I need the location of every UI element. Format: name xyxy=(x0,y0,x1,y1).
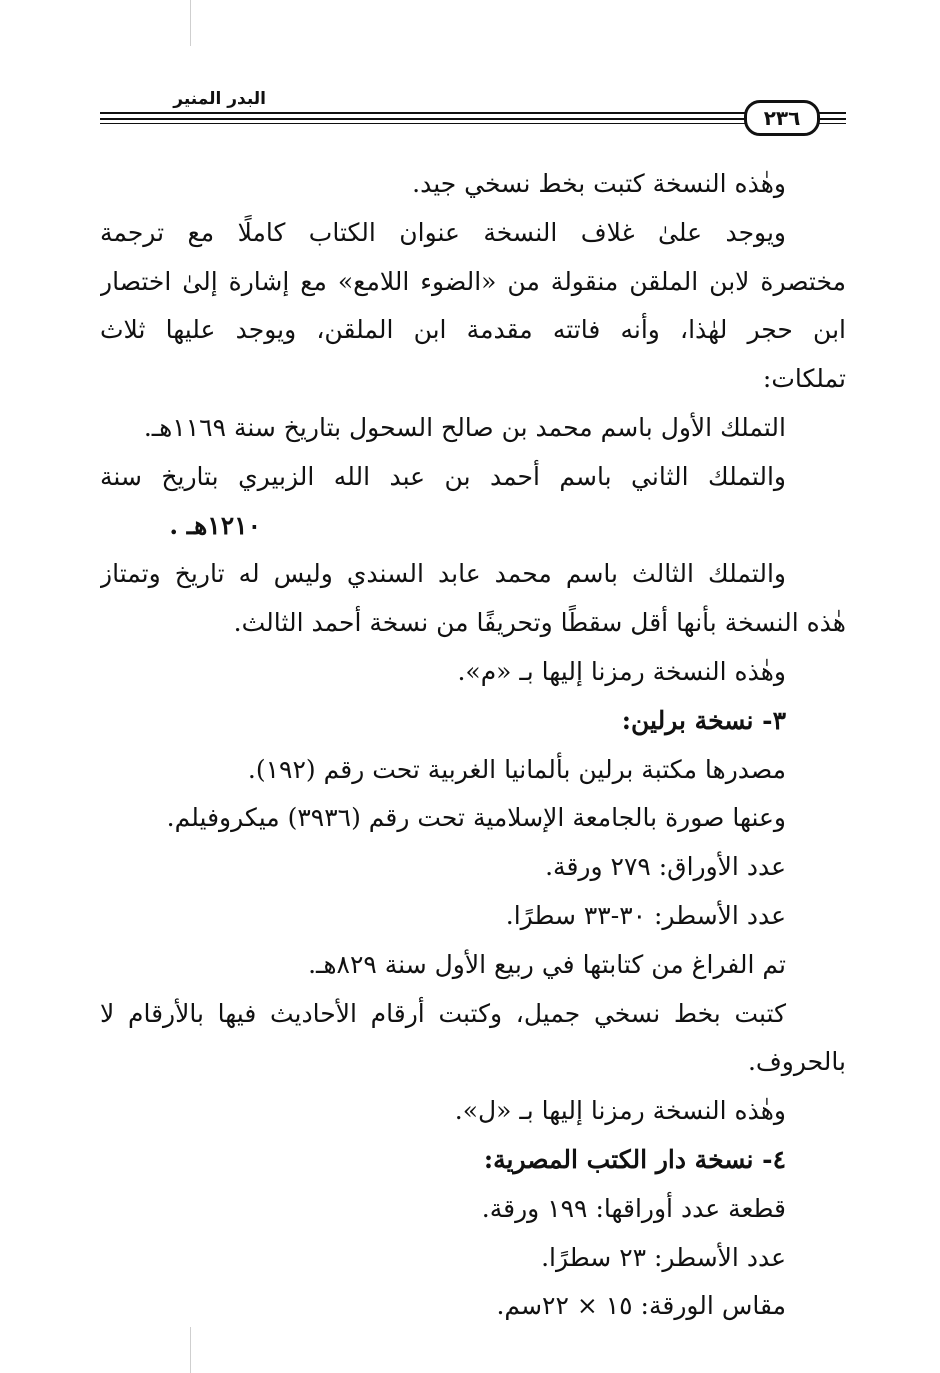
text-line: هٰذه النسخة بأنها أقل سقطًا وتحريفًا من نسخة أحمد الثالث. xyxy=(233,608,846,638)
text-line: بالحروف. xyxy=(747,1047,846,1077)
text-line: ١٢١٠هـ . xyxy=(169,510,261,540)
header-rule xyxy=(100,118,846,120)
text-line: وعنها صورة بالجامعة الإسلامية تحت رقم (٣٩٣٦) ميكروفيلم. xyxy=(166,803,786,833)
book-title: البدر المنير xyxy=(167,88,272,110)
text-line: والتملك الثالث باسم محمد عابد السندي وليس له تاريخ وتمتاز xyxy=(100,559,786,589)
text-line: والتملك الثاني باسم أحمد بن عبد الله الزبيري بتاريخ سنة xyxy=(100,461,786,491)
text-line: ويوجد علىٰ غلاف النسخة عنوان الكتاب كاملًا مع ترجمة xyxy=(100,217,786,247)
text-line: وهٰذه النسخة رمزنا إليها بـ «ل». xyxy=(454,1096,786,1126)
text-line: كتبت بخط نسخي جميل، وكتبت أرقام الأحاديث فيها بالأرقام لا xyxy=(100,998,786,1028)
text-line: مقاس الورقة: ١٥ × ٢٢سم. xyxy=(496,1291,786,1321)
text-line: تملكات: xyxy=(762,364,846,394)
scan-mark-top xyxy=(190,0,191,46)
header-rule xyxy=(100,123,846,124)
text-line: ابن حجر لهٰذا، وأنه فاتته مقدمة ابن الملقن، ويوجد عليها ثلاث xyxy=(100,315,846,345)
text-line: عدد الأوراق: ٢٧٩ ورقة. xyxy=(545,852,786,882)
scan-mark-bottom xyxy=(190,1327,191,1373)
text-line: وهٰذه النسخة كتبت بخط نسخي جيد. xyxy=(412,169,786,198)
text-line: مختصرة لابن الملقن منقولة من «الضوء اللامع» مع إشارة إلىٰ اختصار xyxy=(100,266,846,296)
section-heading: ٤- نسخة دار الكتب المصرية: xyxy=(483,1144,786,1174)
text-line: التملك الأول باسم محمد بن صالح السحول بتاريخ سنة ١١٦٩هـ. xyxy=(143,412,786,442)
text-line: مصدرها مكتبة برلين بألمانيا الغربية تحت رقم (١٩٢). xyxy=(247,754,786,784)
text-line: عدد الأسطر: ٣٠-٣٣ سطرًا. xyxy=(505,900,786,930)
text-line: تم الفراغ من كتابتها في ربيع الأول سنة ٨٢٩هـ. xyxy=(308,949,786,979)
header-rule xyxy=(100,112,846,114)
text-line: عدد الأسطر: ٢٣ سطرًا. xyxy=(541,1242,786,1272)
text-line: قطعة عدد أوراقها: ١٩٩ ورقة. xyxy=(481,1193,786,1223)
page-body xyxy=(100,160,846,1331)
section-heading: ٣- نسخة برلين: xyxy=(621,705,786,735)
page-number-frame xyxy=(744,100,820,136)
page-number: ٢٣٦ xyxy=(763,106,801,130)
text-line: وهٰذه النسخة رمزنا إليها بـ «م». xyxy=(457,656,786,686)
page-header xyxy=(100,88,846,134)
